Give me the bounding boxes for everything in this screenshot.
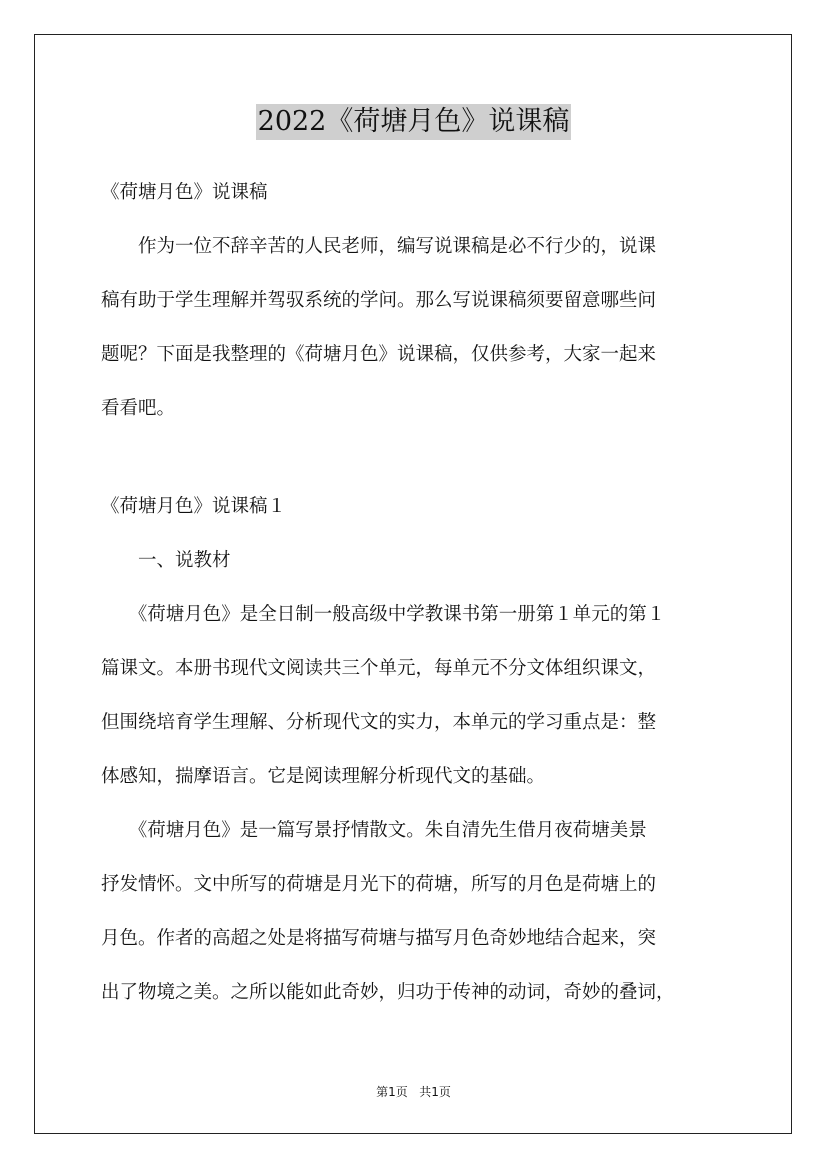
subsection-heading: 一、说教材 [101, 550, 231, 571]
page-total: 共1页 [419, 1085, 451, 1099]
paragraph-line: 《荷塘月色》是一篇写景抒情散文。朱自清先生借月夜荷塘美景 [101, 820, 647, 841]
paragraph-line: 月色。作者的高超之处是将描写荷塘与描写月色奇妙地结合起来，突 [101, 928, 657, 949]
paragraph-line: 抒发情怀。文中所写的荷塘是月光下的荷塘，所写的月色是荷塘上的 [101, 874, 657, 895]
paragraph-line: 出了物境之美。之所以能如此奇妙，归功于传神的动词，奇妙的叠词， [101, 982, 675, 1003]
paragraph-line: 题呢？下面是我整理的《荷塘月色》说课稿，仅供参考，大家一起来 [101, 344, 657, 365]
document-title: 2022《荷塘月色》说课稿 [256, 104, 572, 140]
paragraph-line: 体感知，揣摩语言。它是阅读理解分析现代文的基础。 [101, 766, 546, 787]
document-body [101, 175, 729, 1011]
paragraph-line: 但围绕培育学生理解、分析现代文的实力，本单元的学习重点是：整 [101, 712, 657, 733]
page-footer [0, 1083, 827, 1100]
paragraph-line: 稿有助于学生理解并驾驭系统的学问。那么写说课稿须要留意哪些问 [101, 290, 657, 311]
paragraph-line: 篇课文。本册书现代文阅读共三个单元，每单元不分文体组织课文， [101, 658, 657, 679]
intro-heading: 《荷塘月色》说课稿 [101, 182, 268, 203]
paragraph-line: 作为一位不辞辛苦的人民老师，编写说课稿是必不行少的，说课 [101, 236, 657, 257]
title-area [0, 104, 827, 140]
page-number: 第1页 [376, 1085, 408, 1099]
paragraph-line: 看看吧。 [101, 398, 176, 419]
paragraph-line: 《荷塘月色》是全日制一般高级中学教课书第一册第１单元的第１ [101, 604, 666, 625]
section-heading: 《荷塘月色》说课稿１ [101, 496, 287, 517]
